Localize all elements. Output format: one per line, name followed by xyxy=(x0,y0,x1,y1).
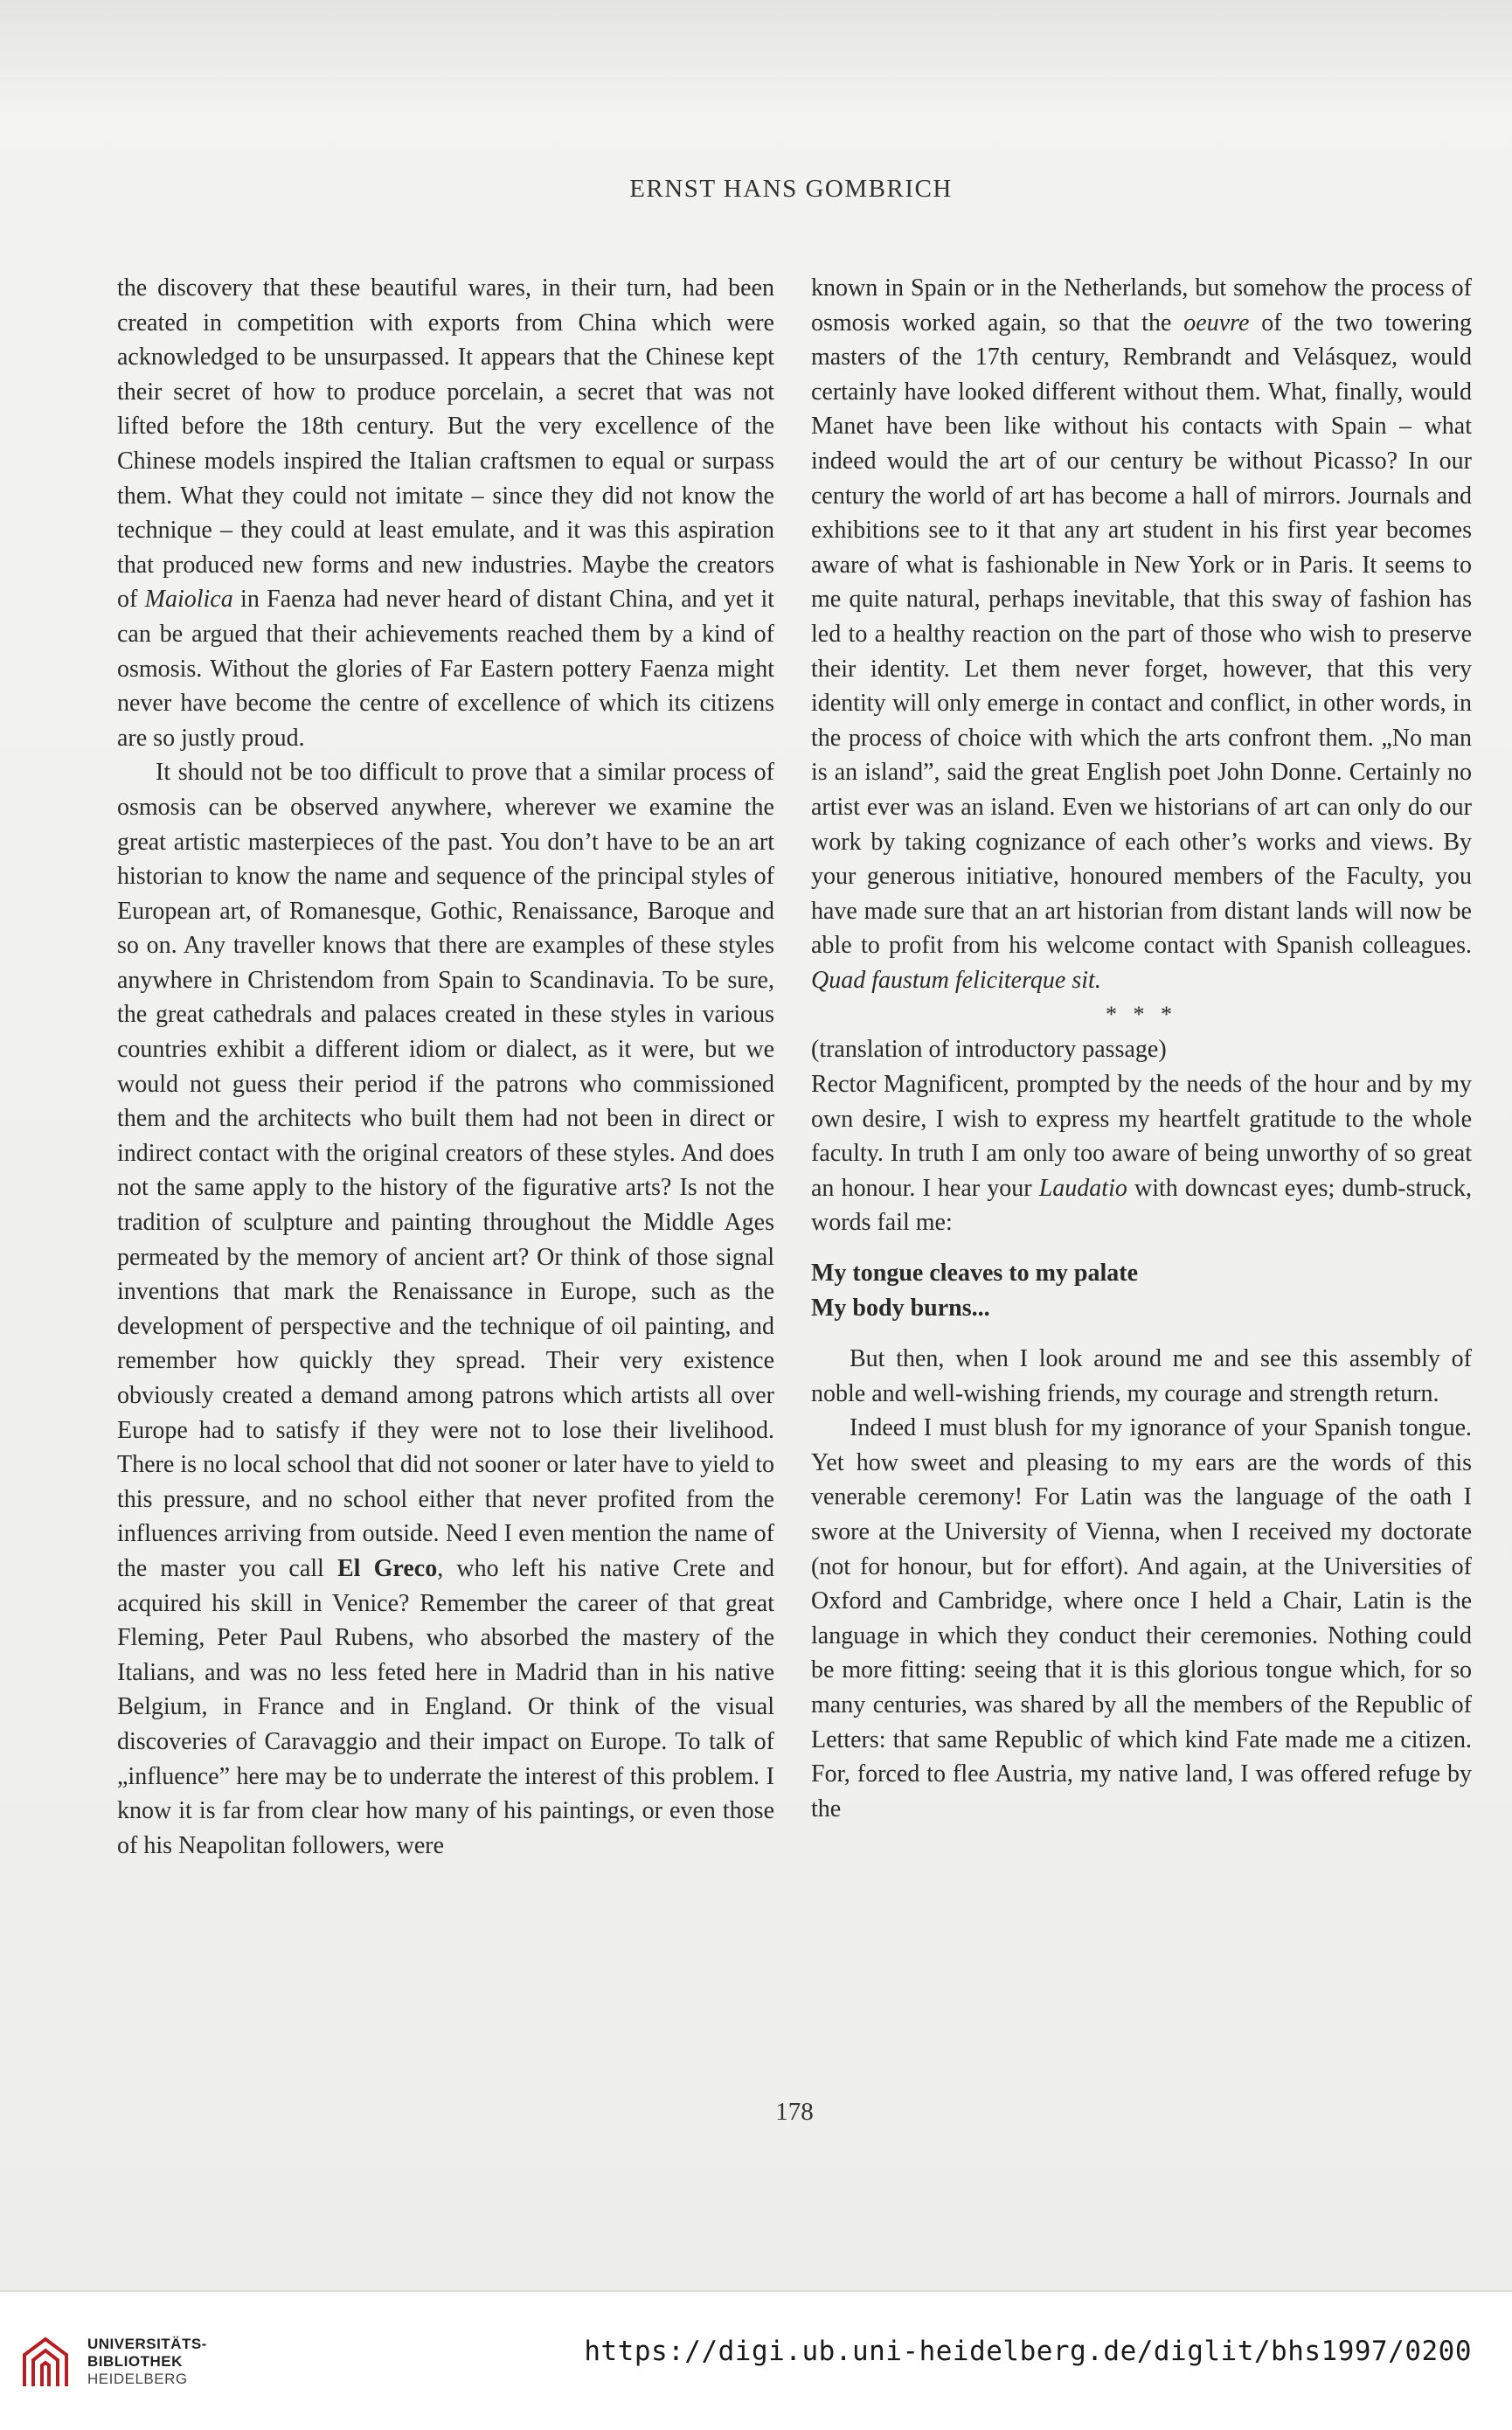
library-line-1: UNIVERSITÄTS- xyxy=(87,2336,207,2352)
scan-shadow xyxy=(0,0,1512,114)
right-column xyxy=(811,271,1472,1826)
right-paragraph-3: But then, when I look around me and see this assembly of noble and well-wishing friends, my courage and strength return. xyxy=(811,1345,1472,1407)
permalink-url[interactable]: https://digi.ub.uni-heidelberg.de/diglit/bhs1997/0200 xyxy=(584,2336,1472,2367)
text-run: the discovery that these beautiful wares, in their turn, had been created in competition with exports from China which were acknowledged to be unsurpassed. It appears that the Chinese kept their secret of how to produce porcelain, a secret that was not lifted before the 18th century. But the very excellence of the Chinese models inspired the Italian craftsmen to equal or surpass them. What they could not imitate – since they did not know the technique – they could at least emulate, and it was this aspiration that produced new forms and new industries. Maybe the creators of xyxy=(117,274,774,614)
quote-line-1: My tongue cleaves to my palate xyxy=(811,1260,1139,1288)
viewer-footer xyxy=(0,2290,1512,2430)
text-run: with downcast eyes; dumb-struck, words fail me: xyxy=(811,1174,1472,1237)
running-title: ERNST HANS GOMBRICH xyxy=(629,175,953,203)
text-run: Rector Magnificent, prompted by the needs of the hour and by my own desire, I wish to express my heartfelt gratitude to the whole faculty. In truth I am only too aware of being unworthy of so great an honour. I hear your xyxy=(811,1071,1472,1202)
translation-note: (translation of introductory passage) xyxy=(811,1036,1167,1064)
latin-phrase: Quad faustum feliciterque sit. xyxy=(811,966,1101,994)
ub-heidelberg-logo-icon xyxy=(19,2334,75,2390)
text-run: known in Spain or in the Netherlands, but somehow the process of osmosis worked again, so that the xyxy=(811,274,1472,337)
bold-name: El Greco xyxy=(337,1554,438,1582)
left-column xyxy=(117,271,774,1863)
left-paragraph-2 xyxy=(117,755,774,1863)
left-paragraph-1 xyxy=(117,271,774,755)
text-run: It should not be too difficult to prove that a similar process of osmosis can be observed anywhere, wherever we examine the great artistic masterpieces of the past. You don’t have to be an art historian to know the name and sequence of the principal styles of European art, of Romanesque, Gothic, Renaissance, Baroque and so on. Any traveller knows that there are examples of these styles anywhere in Christendom from Spain to Scandinavia. To be sure, the great cathedrals and palaces created in these styles in various countries exhibit a different idiom or dialect, as it were, but we would not guess their period if the patrons who commissioned them and the architects who built them had not been in direct or indirect contact with the original creators of these styles. And does not the same apply to the history of the figurative arts? Is not the tradition of sculpture and painting throughout the Middle Ages permeated by the memory of ancient art? Or think of those signal inventions that mark the Renaissance in Europe, such as the development of perspective and the technique of oil painting, and remember how quickly they spread. Their very existence obviously created a demand among patrons which artists all over Europe had to satisfy if they were not to lose their livelihood. There is no local school that did not sooner or later have to yield to this pressure, and no school either that never profited from the influences arriving from outside. Need I even mention the name of the master you call xyxy=(117,759,774,1582)
library-name xyxy=(87,2336,207,2388)
right-paragraph-4: Indeed I must blush for my ignorance of your Spanish tongue. Yet how sweet and pleasing to my ears are the words of this venerable ceremony! For Latin was the language of the oath I swore at the University of Vienna, when I received my doctorate (not for honour, but for effort). And again, at the Universities of Oxford and Cambridge, where once I held a Chair, Latin is the language in which they conduct their ceremonies. Nothing could be more fitting: seeing that it is this glorious tongue which, for so many centuries, was shared by all the members of the Republic of Letters: that same Republic of which kind Fate made me a citizen. For, forced to flee Austria, my native land, I was offered refuge by the xyxy=(811,1414,1472,1822)
library-line-2: BIBLIOTHEK xyxy=(87,2353,183,2370)
library-line-3: HEIDELBERG xyxy=(87,2371,188,2387)
italic-term: Laudatio xyxy=(1038,1174,1127,1202)
right-paragraph-1 xyxy=(811,271,1472,997)
right-paragraph-2 xyxy=(811,1067,1472,1240)
text-run: in Faenza had never heard of distant China, and yet it can be argued that their achievements reached them by a kind of osmosis. Without the glories of Far Eastern pottery Faenza might never have become the centre of excellence of which its citizens are so justly proud. xyxy=(117,586,774,752)
italic-term: Maiolica xyxy=(144,586,233,614)
text-run: , who left his native Crete and acquired his skill in Venice? Remember the career of that great Fleming, Peter Paul Rubens, who absorbed the mastery of the Italians, and was no less feted here in Madrid than in his native Belgium, in France and in England. Or think of the visual discoveries of Caravaggio and their impact on Europe. To talk of „influence” here may be to underrate the interest of this problem. I know it is far from clear how many of his paintings, or even those of his Neapolitan followers, were xyxy=(117,1554,774,1859)
page-number: 178 xyxy=(775,2098,814,2126)
text-run: of the two towering masters of the 17th century, Rembrandt and Velásquez, would certainly have looked different without them. What, finally, would Manet have been like without his contacts with Spain – what indeed would the art of our century be without Picasso? In our century the world of art has become a hall of mirrors. Journals and exhibitions see to it that any art student in his first year becomes aware of what is fashionable in New York or in Paris. It seems to me quite natural, perhaps inevitable, that this sway of fashion has led to a healthy reaction on the part of those who wish to preserve their identity. Let them never forget, however, that this very identity will only emerge in contact and conflict, in other words, in the process of choice with which the arts confront them. „No man is an island”, said the great English poet John Donne. Certainly no artist ever was an island. Even we historians of art can only do our work by taking cognizance of each other’s works and views. By your generous initiative, honoured members of the Faculty, you have made sure that an art historian from distant lands will now be able to profit from his welcome contact with Spanish colleagues. xyxy=(811,309,1473,960)
quote-line-2: My body burns... xyxy=(811,1295,990,1323)
verse-quote xyxy=(811,1256,1472,1326)
italic-term: oeuvre xyxy=(1183,309,1250,337)
section-separator: * * * xyxy=(1106,1002,1177,1028)
